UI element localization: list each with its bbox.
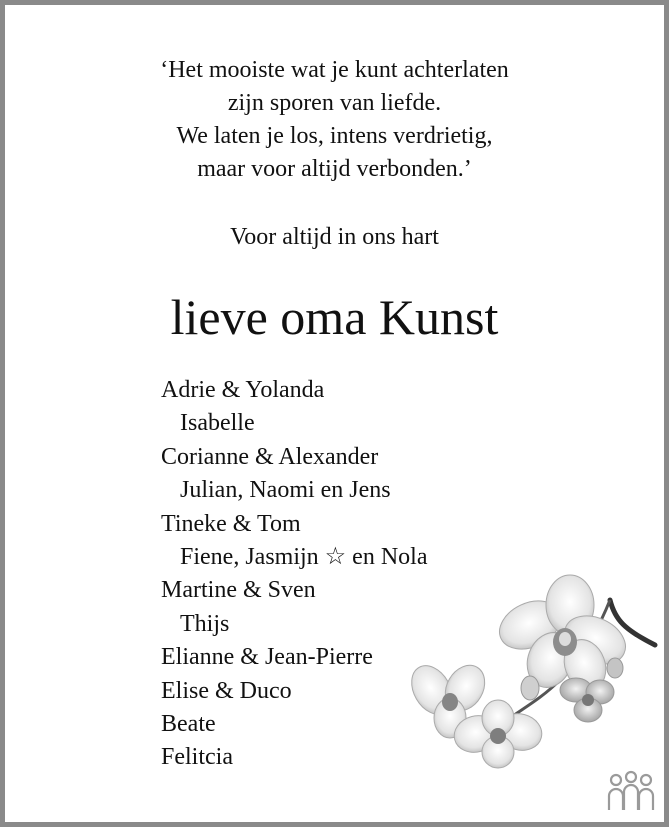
memorial-quote — [0, 54, 669, 186]
family-member: Tineke & Tom — [161, 510, 301, 537]
family-list — [161, 374, 427, 775]
family-member: Corianne & Alexander — [161, 443, 379, 470]
family-people-icon — [606, 770, 656, 814]
subtitle: Voor altijd in ons hart — [230, 224, 439, 250]
orchid-flower-icon — [410, 570, 660, 770]
quote-line: zijn sporen van liefde. — [227, 90, 442, 116]
family-member: Julian, Naomi en Jens — [180, 477, 391, 504]
quote-line: ‘Het mooiste wat je kunt achterlaten — [160, 57, 509, 83]
family-member: Beate — [161, 711, 216, 738]
family-member: Fiene, Jasmijn ☆ en Nola — [180, 544, 428, 571]
quote-line: We laten je los, intens verdrietig, — [176, 123, 493, 149]
family-member: Felitcia — [161, 744, 233, 771]
family-member: Martine & Sven — [161, 577, 316, 604]
family-member: Elise & Duco — [161, 677, 292, 704]
quote-line: maar voor altijd verbonden.’ — [197, 156, 472, 182]
family-member: Elianne & Jean-Pierre — [161, 644, 373, 671]
family-member: Thijs — [180, 610, 230, 637]
deceased-name: lieve oma Kunst — [170, 289, 499, 345]
family-member: Isabelle — [180, 410, 255, 437]
family-member: Adrie & Yolanda — [161, 377, 325, 403]
